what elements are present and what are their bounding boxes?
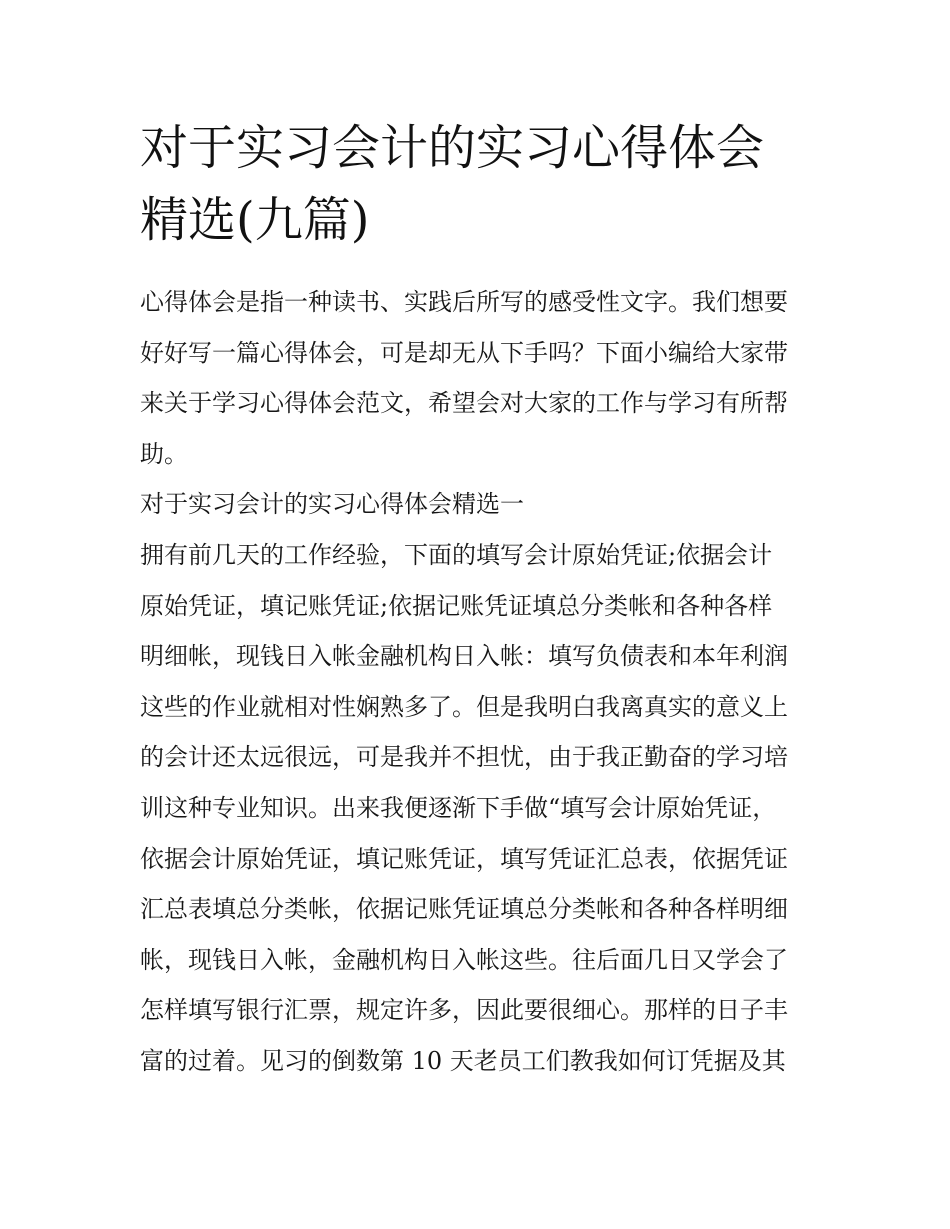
body-line: 这些的作业就相对性娴熟多了。但是我明白我离真实的意义上 bbox=[140, 692, 788, 721]
body-line: 明细帐，现钱日入帐金融机构日入帐：填写负债表和本年利润 bbox=[140, 642, 788, 671]
title-line: 对于实习会计的实习心得体会 bbox=[140, 120, 765, 176]
body-line: 原始凭证，填记账凭证;依据记账凭证填总分类帐和各种各样 bbox=[140, 591, 773, 620]
body-line: 富的过着。见习的倒数第 10 天老员工们教我如何订凭据及其 bbox=[140, 1046, 786, 1075]
document-title bbox=[140, 112, 820, 256]
body-line: 怎样填写银行汇票，规定许多，因此要很细心。那样的日子丰 bbox=[140, 996, 788, 1025]
body-line: 来关于学习心得体会范文，希望会对大家的工作与学习有所帮 bbox=[140, 389, 788, 418]
body-line: 训这种专业知识。出来我便逐渐下手做“填写会计原始凭证， bbox=[140, 793, 777, 822]
body-line: 好好写一篇心得体会，可是却无从下手吗？下面小编给大家带 bbox=[140, 338, 788, 367]
body-line: 的会计还太远很远，可是我并不担忧，由于我正勤奋的学习培 bbox=[140, 743, 788, 772]
body-line: 拥有前几天的工作经验，下面的填写会计原始凭证;依据会计 bbox=[140, 540, 773, 569]
body-line: 心得体会是指一种读书、实践后所写的感受性文字。我们想要 bbox=[140, 288, 788, 316]
body-line: 帐，现钱日入帐，金融机构日入帐这些。往后面几日又学会了 bbox=[140, 945, 788, 974]
section-heading: 对于实习会计的实习心得体会精选一 bbox=[140, 490, 524, 519]
document-body bbox=[140, 277, 830, 1087]
body-line: 汇总表填总分类帐，依据记账凭证填总分类帐和各种各样明细 bbox=[140, 895, 788, 924]
body-line: 助。 bbox=[140, 439, 188, 468]
title-line: 精选(九篇) bbox=[140, 192, 370, 248]
body-line: 依据会计原始凭证，填记账凭证，填写凭证汇总表，依据凭证 bbox=[140, 844, 788, 873]
